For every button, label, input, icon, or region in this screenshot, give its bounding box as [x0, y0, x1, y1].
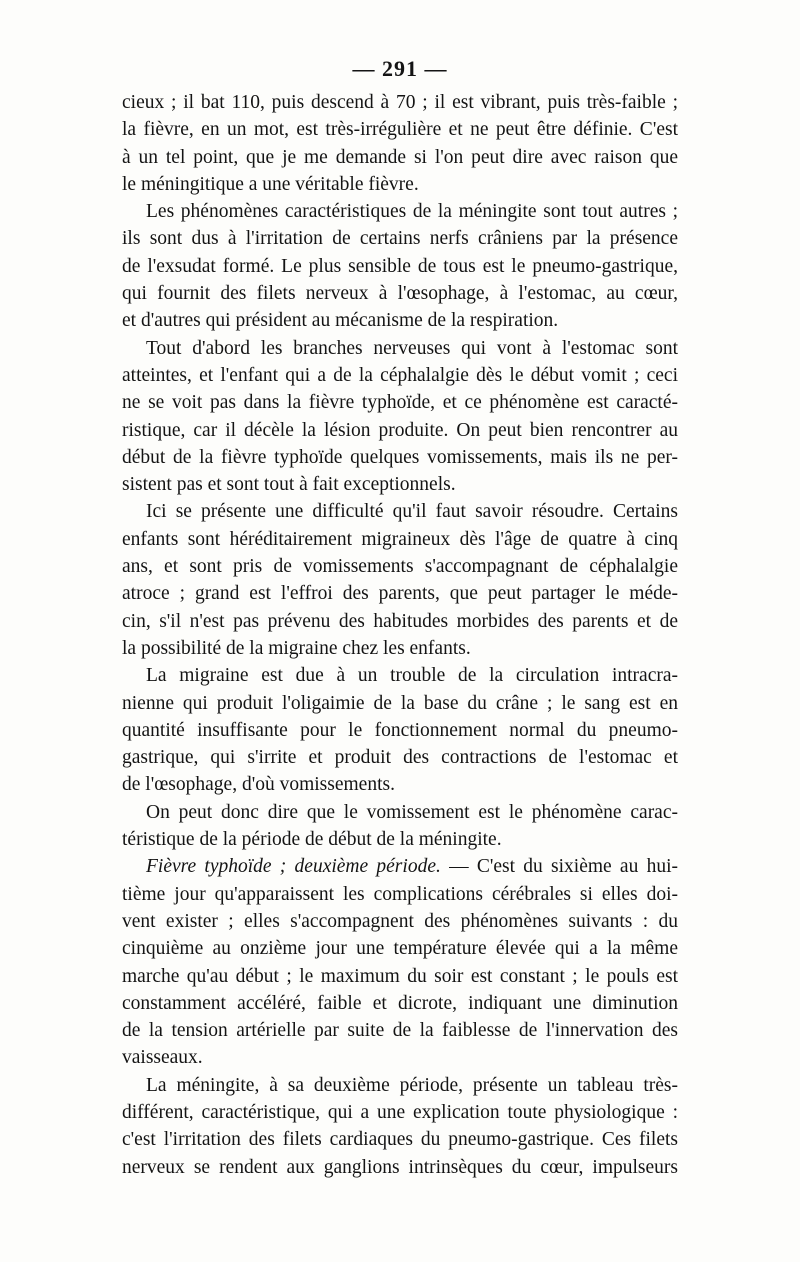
section-heading-italic: Fièvre typhoïde ; deuxième période. — [146, 856, 441, 878]
text-line: de l'exsudat formé. Le plus sensible de tous est le pneumo-gastrique, — [122, 255, 678, 277]
text-line: vent exister ; elles s'accompagnent des phénomènes suivants : du — [122, 910, 678, 932]
text-line: Les phénomènes caractéristiques de la méningite sont tout autres ; — [146, 201, 678, 223]
text-line: téristique de la période de début de la méningite. — [122, 829, 502, 851]
text-line-content: — C'est du sixième au hui- — [440, 856, 678, 878]
text-line: qui fournit des filets nerveux à l'œsophage, à l'estomac, au cœur, — [122, 283, 678, 305]
text-line: atteintes, et l'enfant qui a de la céphalalgie dès le début vomit ; ceci — [122, 364, 678, 386]
text-line: ne se voit pas dans la fièvre typhoïde, et ce phénomène est caracté- — [122, 392, 678, 414]
page-number: — 291 — — [352, 56, 448, 81]
text-line: de la tension artérielle par suite de la faiblesse de l'innervation des — [122, 1020, 678, 1042]
text-line: Ici se présente une difficulté qu'il faut savoir résoudre. Certains — [146, 501, 678, 523]
text-line: nienne qui produit l'oligaimie de la base du crâne ; le sang est en — [122, 692, 678, 714]
text-line: à un tel point, que je me demande si l'on peut dire avec raison que — [122, 146, 678, 168]
text-line: c'est l'irritation des filets cardiaques du pneumo-gastrique. Ces filets — [122, 1129, 678, 1151]
text-line: le méningitique a une véritable fièvre. — [122, 173, 419, 195]
text-line: cin, s'il n'est pas prévenu des habitudes morbides des parents et de — [122, 610, 678, 632]
text-line: constamment accéléré, faible et dicrote, indiquant une diminution — [122, 992, 678, 1014]
text-line: la possibilité de la migraine chez les enfants. — [122, 637, 471, 659]
text-line: et d'autres qui président au mécanisme de la respiration. — [122, 310, 559, 332]
text-line: ristique, car il décèle la lésion produite. On peut bien rencontrer au — [122, 419, 678, 441]
text-line: de l'œsophage, d'où vomissements. — [122, 774, 395, 796]
text-line: nerveux se rendent aux ganglions intrinsèques du cœur, impulseurs — [122, 1156, 678, 1178]
text-line: La méningite, à sa deuxième période, présente un tableau très- — [146, 1074, 678, 1096]
text-line: cinquième au onzième jour une température élevée qui a la même — [122, 938, 678, 960]
text-line: Tout d'abord les branches nerveuses qui vont à l'estomac sont — [146, 337, 678, 359]
text-line: début de la fièvre typhoïde quelques vomissements, mais ils ne per- — [122, 446, 678, 468]
text-line — [122, 853, 678, 880]
text-line: ans, et sont pris de vomissements s'accompagnant de céphalalgie — [122, 556, 678, 578]
text-line: différent, caractéristique, qui a une explication toute physiologique : — [122, 1101, 678, 1123]
text-line: enfants sont héréditairement migraineux dès l'âge de quatre à cinq — [122, 528, 678, 550]
text-line: quantité insuffisante pour le fonctionnement normal du pneumo- — [122, 719, 678, 741]
text-line: atroce ; grand est l'effroi des parents, que peut partager le méde- — [122, 583, 678, 605]
body-text — [122, 89, 678, 1181]
text-line: sistent pas et sont tout à fait exceptionnels. — [122, 474, 456, 496]
text-line: La migraine est due à un trouble de la circulation intracra- — [146, 665, 678, 687]
text-line: marche qu'au début ; le maximum du soir est constant ; le pouls est — [122, 965, 678, 987]
text-line: cieux ; il bat 110, puis descend à 70 ; il est vibrant, puis très-faible ; — [122, 92, 678, 113]
text-line: tième jour qu'apparaissent les complications cérébrales si elles doi- — [122, 883, 678, 905]
text-line: vaisseaux. — [122, 1047, 203, 1069]
text-line: On peut donc dire que le vomissement est le phénomène carac- — [146, 801, 678, 823]
text-line: ils sont dus à l'irritation de certains nerfs crâniens par la présence — [122, 228, 678, 250]
text-line: la fièvre, en un mot, est très-irrégulière et ne peut être définie. C'est — [122, 119, 678, 141]
text-line: gastrique, qui s'irrite et produit des contractions de l'estomac et — [122, 747, 678, 769]
